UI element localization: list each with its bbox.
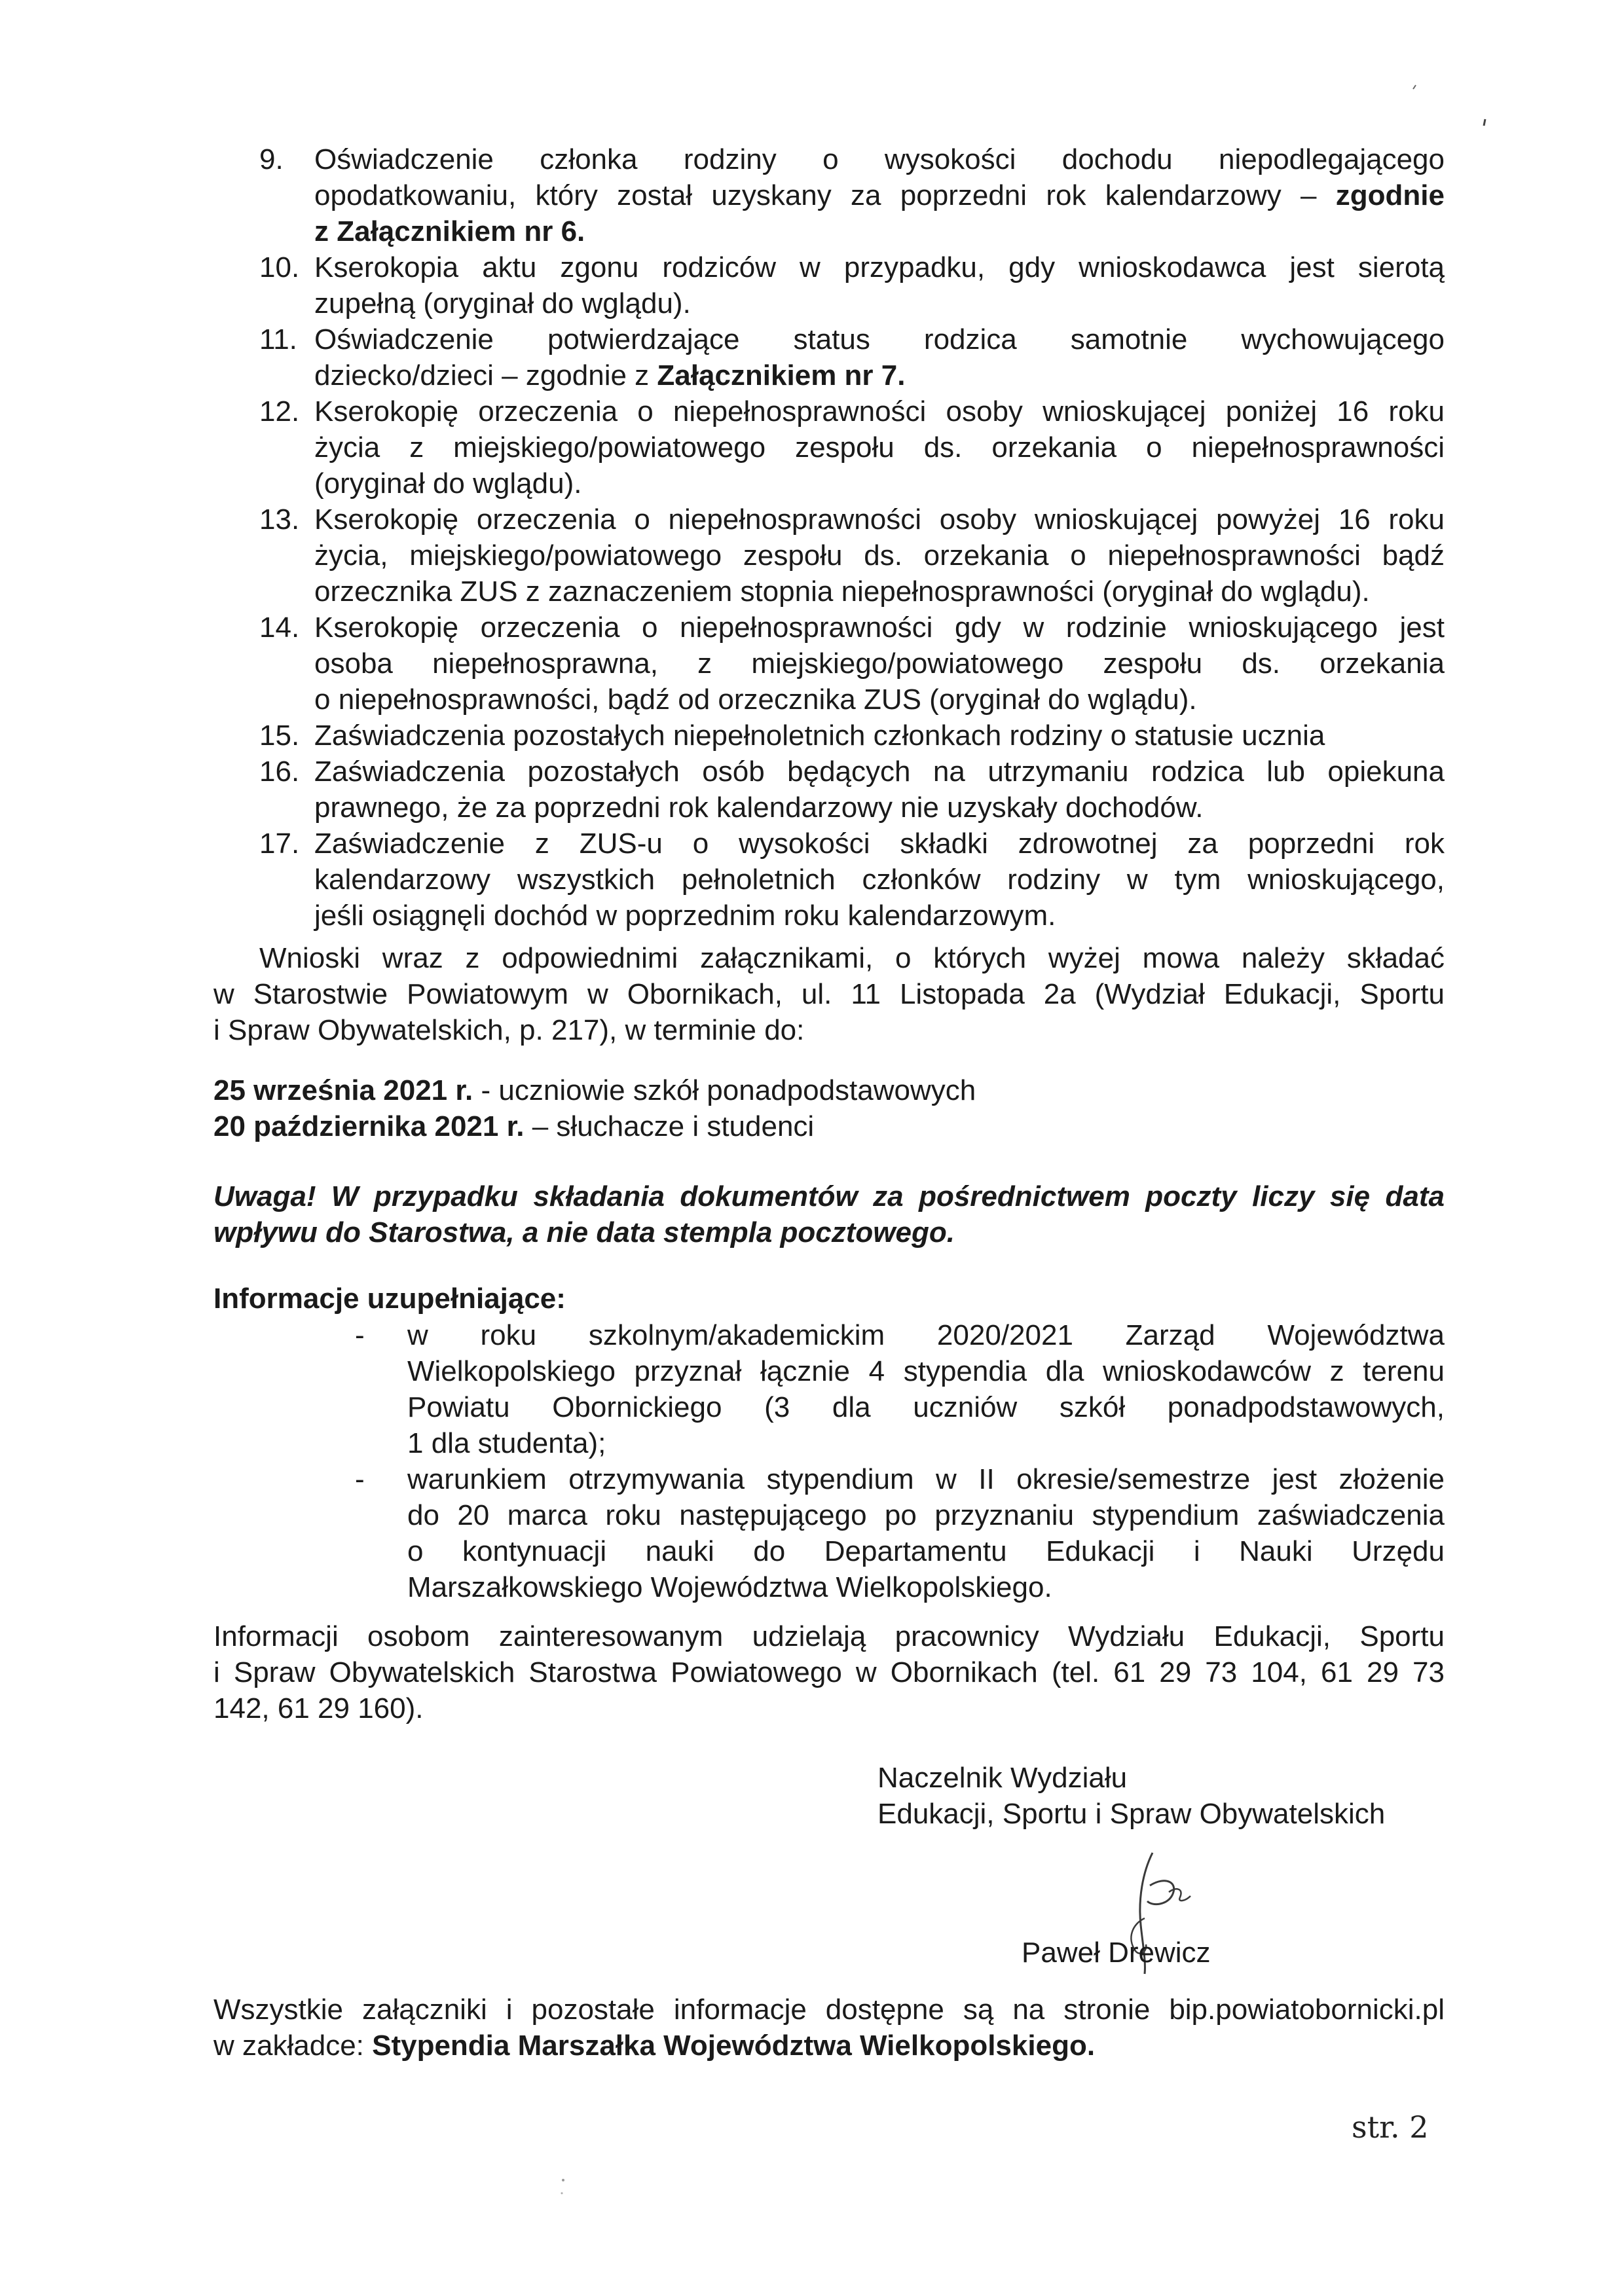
contact-line: Informacji osobom zainteresowanym udzielają pracownicy Wydziału Edukacji, Sportu [213, 1620, 1445, 1652]
list-item-text: Zaświadczenia pozostałych niepełnoletnich członkach rodziny o statusie ucznia [314, 720, 1325, 752]
list-item-text: życia z miejskiego/powiatowego zespołu ds. orzekania o niepełnosprawności [314, 431, 1445, 464]
signature-title-line: Edukacji, Sportu i Spraw Obywatelskich [877, 1798, 1386, 1830]
list-item-text: osoba niepełnosprawna, z miejskiego/powiatowego zespołu ds. orzekania [314, 647, 1445, 680]
submission-line: w Starostwie Powiatowym w Obornikach, ul. 11 Listopada 2a (Wydział Edukacji, Sportu [213, 978, 1445, 1010]
list-item-number: 13. [259, 503, 300, 536]
list-item-number: 14. [259, 611, 300, 644]
deadline-date: 25 września 2021 r. [213, 1074, 473, 1106]
list-item-number: 15. [259, 720, 300, 752]
list-item-text: o niepełnosprawności, bądź od orzecznika ZUS (oryginał do wglądu). [314, 683, 1197, 716]
bullet-line: do 20 marca roku następującego po przyznaniu stypendium zaświadczenia [407, 1499, 1445, 1531]
list-item-text: Oświadczenie potwierdzające status rodzica samotnie wychowującego [314, 323, 1445, 355]
list-item-text: Kserokopię orzeczenia o niepełnosprawności gdy w rodzinie wnioskującego jest [314, 611, 1445, 644]
contact-line: i Spraw Obywatelskich Starostwa Powiatowego w Obornikach (tel. 61 29 73 104, 61 29 73 [213, 1656, 1445, 1688]
list-item-text: Kserokopię orzeczenia o niepełnosprawności osoby wnioskującej poniżej 16 roku [314, 395, 1445, 428]
list-item-text: prawnego, że za poprzedni rok kalendarzowy nie uzyskały dochodów. [314, 792, 1204, 824]
list-item-text: życia, miejskiego/powiatowego zespołu ds. orzekania o niepełnosprawności bądź [314, 539, 1445, 572]
list-item-text: Załącznikiem nr 7. [657, 359, 906, 392]
deadline-desc: - uczniowie szkół ponadpodstawowych [473, 1074, 976, 1106]
list-item-text: opodatkowaniu, który został uzyskany za poprzedni rok kalendarzowy – [314, 179, 1336, 211]
list-item-text: zupełną (oryginał do wglądu). [314, 287, 691, 319]
list-item-number: 11. [259, 323, 297, 355]
list-item-text: jeśli osiągnęli dochód w poprzednim roku kalendarzowym. [314, 900, 1056, 932]
bullet-line: warunkiem otrzymywania stypendium w II okresie/semestrze jest złożenie [407, 1463, 1445, 1495]
supplementary-heading: Informacje uzupełniające: [213, 1283, 566, 1315]
bullet-line: w roku szkolnym/akademickim 2020/2021 Zarząd Województwa [407, 1319, 1445, 1351]
list-item-text: dziecko/dzieci – zgodnie z [314, 359, 657, 392]
bullet-line: Marszałkowskiego Województwa Wielkopolskiego. [407, 1571, 1052, 1603]
footer-prefix: w zakładce: [213, 2030, 373, 2062]
list-item-text: Kserokopię orzeczenia o niepełnosprawności osoby wnioskującej powyżej 16 roku [314, 503, 1445, 536]
list-item-text: Zaświadczenia pozostałych osób będących na utrzymaniu rodzica lub opiekuna [314, 756, 1445, 788]
list-item-text: orzecznika ZUS z zaznaczeniem stopnia niepełnosprawności (oryginał do wglądu). [314, 575, 1370, 608]
note-line: wpływu do Starostwa, a nie data stempla pocztowego. [213, 1216, 955, 1248]
bullet-line: 1 dla studenta); [407, 1427, 606, 1459]
list-item-text: (oryginał do wglądu). [314, 467, 582, 500]
list-item-text: kalendarzowy wszystkich pełnoletnich członków rodziny w tym wnioskującego, [314, 864, 1445, 896]
contact-line: 142, 61 29 160). [213, 1692, 424, 1724]
bullet-line: o kontynuacji nauki do Departamentu Edukacji i Nauki Urzędu [407, 1535, 1445, 1567]
deadline-desc: – słuchacze i studenci [524, 1110, 815, 1142]
submission-line: i Spraw Obywatelskich, p. 217), w terminie do: [213, 1014, 805, 1046]
list-item-number: 12. [259, 395, 300, 428]
deadline-date: 20 października 2021 r. [213, 1110, 525, 1142]
bullet-dash: - [355, 1319, 365, 1351]
bullet-line: Wielkopolskiego przyznał łącznie 4 stypendia dla wnioskodawców z terenu [407, 1355, 1445, 1387]
bullet-dash: - [355, 1463, 365, 1495]
note-line: Uwaga! W przypadku składania dokumentów za pośrednictwem poczty liczy się data [213, 1180, 1445, 1212]
footer-link-section: Stypendia Marszałka Województwa Wielkopolskiego. [372, 2030, 1096, 2062]
list-item-number: 10. [259, 251, 300, 283]
signature-title-line: Naczelnik Wydziału [877, 1762, 1128, 1794]
list-item-text: Kserokopia aktu zgonu rodziców w przypadku, gdy wnioskodawca jest sierotą [314, 251, 1445, 283]
list-item-text: Oświadczenie członka rodziny o wysokości dochodu niepodlegającego [314, 143, 1445, 175]
signature-name: Paweł Drewicz [1022, 1937, 1211, 1969]
footer-line: Wszystkie załączniki i pozostałe informacje dostępne są na stronie bip.powiatobornicki.pl [213, 1994, 1445, 2026]
page-number: str. 2 [1352, 2109, 1429, 2145]
list-item-number: 17. [259, 828, 300, 860]
bullet-line: Powiatu Obornickiego (3 dla uczniów szkół ponadpodstawowych, [407, 1391, 1445, 1423]
list-item-text: zgodnie [1335, 179, 1445, 211]
list-item-text: Zaświadczenie z ZUS-u o wysokości składki zdrowotnej za poprzedni rok [314, 828, 1445, 860]
list-item-number: 9. [259, 143, 284, 175]
list-item-text: z Załącznikiem nr 6. [314, 215, 585, 247]
list-item-number: 16. [259, 756, 300, 788]
submission-line: Wnioski wraz z odpowiednimi załącznikami, o których wyżej mowa należy składać [259, 942, 1445, 974]
